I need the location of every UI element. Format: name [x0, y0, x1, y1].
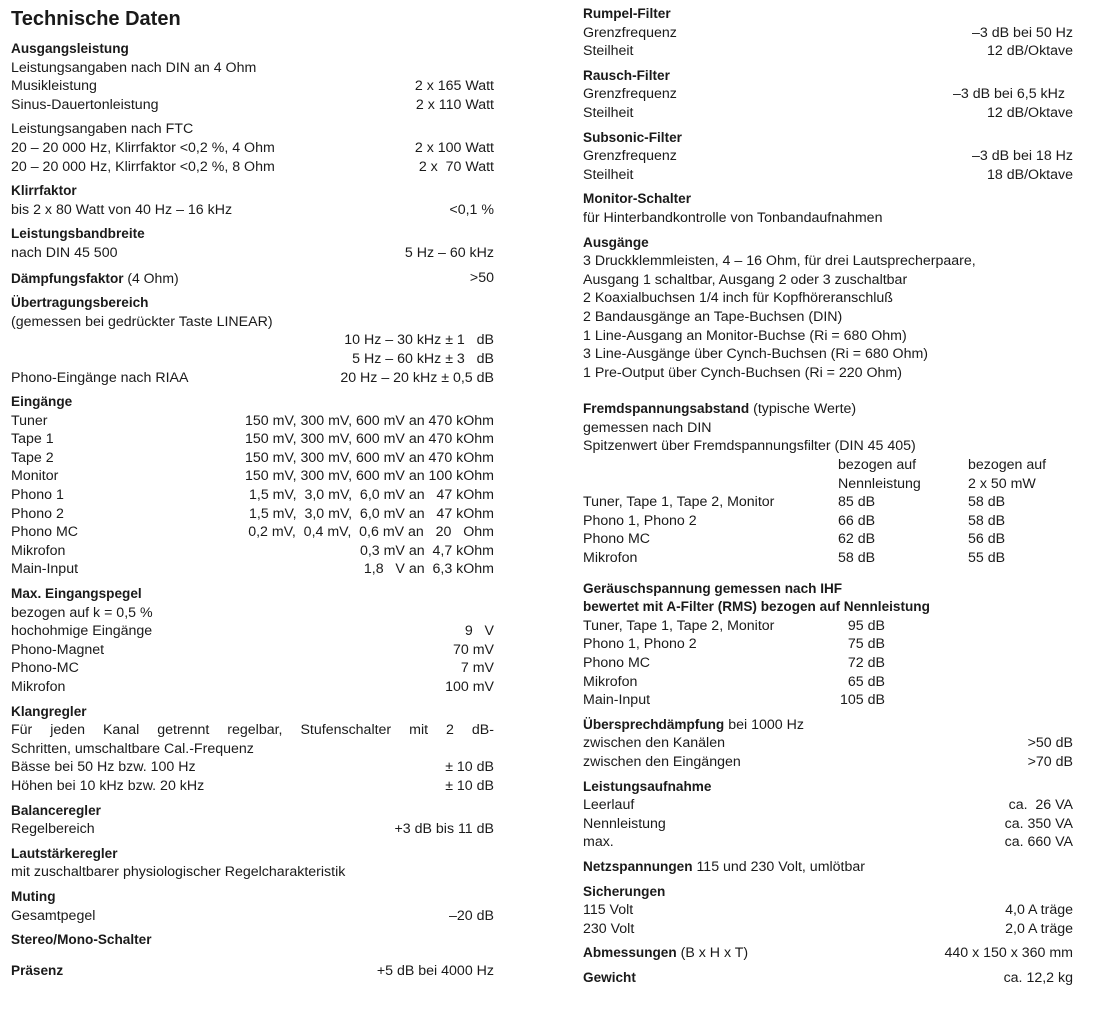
- heading-daempfung: [11, 269, 179, 289]
- spec-row: [583, 920, 1073, 939]
- section-geraeusch: [583, 580, 1073, 710]
- table-cell: 75 dB: [847, 636, 885, 653]
- table-cell: Tuner, Tape 1, Tape 2, Monitor: [583, 494, 775, 511]
- ausgang-line: 3 Druckklemmleisten, 4 – 16 Ohm, für drei Lautsprecherpaare,: [583, 253, 976, 270]
- heading-stereo: Stereo/Mono-Schalter: [11, 932, 152, 948]
- fremd-col1-head: Nennleistung: [838, 475, 921, 492]
- table-cell: Main-Input: [583, 692, 651, 709]
- ausgang-line: 2 Koaxialbuchsen 1/4 inch für Kopfhöreranschluß: [583, 290, 893, 307]
- heading-balance: Balanceregler: [11, 802, 101, 818]
- right-column: [583, 0, 1073, 994]
- left-column: [11, 0, 494, 986]
- klangregler-text-2: Schritten, umschaltbare Cal.-Frequenz: [11, 740, 254, 757]
- heading-uebertragung: Übertragungsbereich: [11, 295, 149, 311]
- heading-muting: Muting: [11, 888, 56, 904]
- table-row: [583, 512, 1073, 531]
- table-cell: Tuner, Tape 1, Tape 2, Monitor: [583, 617, 775, 634]
- fremd-col2-head: bezogen auf: [968, 457, 1047, 474]
- table-cell: 58 dB: [968, 494, 1006, 511]
- spec-value: –3 dB bei 18 Hz: [972, 148, 1073, 165]
- input-name: Tuner: [11, 412, 48, 429]
- spec-label: Bässe bei 50 Hz bzw. 100 Hz: [11, 759, 196, 776]
- spec-row: [11, 201, 494, 220]
- spec-row: [11, 369, 494, 388]
- din-note: Leistungsangaben nach DIN an 4 Ohm: [11, 59, 257, 76]
- heading-leistungsaufnahme: Leistungsaufnahme: [583, 778, 712, 794]
- input-value: 150 mV, 300 mV, 600 mV an 100 kOhm: [245, 468, 494, 485]
- table-cell: 66 dB: [838, 512, 876, 529]
- table-cell: 58 dB: [838, 550, 876, 567]
- input-value: 150 mV, 300 mV, 600 mV an 470 kOhm: [245, 412, 494, 429]
- section-eingaenge: [11, 393, 494, 579]
- spec-value: 5 Hz – 60 kHz ± 3 dB: [352, 350, 494, 367]
- spec-label: 230 Volt: [583, 920, 635, 937]
- heading-rumpel: Rumpel-Filter: [583, 6, 671, 21]
- input-name: Phono MC: [11, 524, 79, 541]
- spec-row: [583, 104, 1073, 123]
- spec-label: nach DIN 45 500: [11, 244, 118, 261]
- section-uebertragung: [11, 294, 494, 387]
- ftc-note: Leistungsangaben nach FTC: [11, 121, 194, 138]
- fremd-header-row-2: [583, 475, 1073, 494]
- spec-label: zwischen den Eingängen: [583, 753, 741, 770]
- abmessungen-note: (B x H x T): [680, 945, 749, 962]
- page-title: Technische Daten: [11, 8, 181, 30]
- table-cell: 65 dB: [847, 673, 885, 690]
- spec-label: Grenzfrequenz: [583, 86, 677, 103]
- input-row: [11, 412, 494, 431]
- input-value: 150 mV, 300 mV, 600 mV an 470 kOhm: [245, 449, 494, 466]
- spec-label: Grenzfrequenz: [583, 148, 677, 165]
- spec-row: [11, 244, 494, 263]
- table-row: [583, 691, 1073, 710]
- spec-label: Phono-Eingänge nach RIAA: [11, 369, 189, 386]
- section-praesenz: [11, 962, 494, 981]
- table-cell: 58 dB: [968, 512, 1006, 529]
- spec-label: Höhen bei 10 kHz bzw. 20 kHz: [11, 777, 205, 794]
- spec-value: 5 Hz – 60 kHz: [404, 244, 494, 261]
- section-ausgaenge: [583, 234, 1073, 383]
- spec-label: Phono-MC: [11, 660, 79, 677]
- heading-lautstaerke: Lautstärkeregler: [11, 845, 118, 861]
- input-name: Tape 2: [11, 449, 54, 466]
- section-eingangspegel: [11, 585, 494, 697]
- spec-row: [11, 77, 494, 96]
- spec-row: [583, 815, 1073, 834]
- table-cell: Phono 1, Phono 2: [583, 512, 697, 529]
- heading-monitor: Monitor-Schalter: [583, 191, 691, 207]
- spec-row: [11, 678, 494, 697]
- input-row: [11, 449, 494, 468]
- table-cell: 95 dB: [847, 617, 885, 634]
- fremd-col2-head: 2 x 50 mW: [968, 475, 1036, 492]
- spec-row: [11, 659, 494, 678]
- table-row: [583, 673, 1073, 692]
- spec-value: 20 Hz – 20 kHz ± 0,5 dB: [340, 369, 494, 386]
- section-muting: [11, 888, 494, 925]
- spec-value: ± 10 dB: [445, 759, 494, 776]
- table-row: [583, 530, 1073, 549]
- netz-row: [583, 858, 1073, 877]
- heading-ausgangsleistung: Ausgangsleistung: [11, 41, 129, 56]
- input-value: 1,5 mV, 3,0 mV, 6,0 mV an 47 kOhm: [249, 487, 494, 504]
- input-value: 150 mV, 300 mV, 600 mV an 470 kOhm: [245, 431, 494, 448]
- spec-value: –3 dB bei 50 Hz: [972, 24, 1073, 41]
- spec-label: 20 – 20 000 Hz, Klirrfaktor <0,2 %, 4 Ohm: [11, 139, 275, 156]
- section-sicherungen: [583, 883, 1073, 939]
- input-value: 0,3 mV an 4,7 kOhm: [359, 542, 494, 559]
- section-monitor: [583, 190, 1073, 227]
- spec-row: [11, 641, 494, 660]
- spec-row: [583, 753, 1073, 772]
- heading-rausch: Rausch-Filter: [583, 67, 670, 83]
- spec-value: 12 dB/Oktave: [987, 104, 1073, 121]
- spec-value: 12 dB/Oktave: [987, 43, 1073, 60]
- table-cell: 56 dB: [968, 531, 1006, 548]
- uebersprech-note: bei 1000 Hz: [728, 716, 804, 733]
- uebertragung-note: (gemessen bei gedrückter Taste LINEAR): [11, 313, 273, 330]
- input-row: [11, 542, 494, 561]
- table-row: [583, 617, 1073, 636]
- ausgang-line: 3 Line-Ausgänge über Cynch-Buchsen (Ri = 680 Ohm): [583, 346, 929, 363]
- table-cell: 85 dB: [838, 494, 876, 511]
- section-netz: [583, 858, 1073, 877]
- spec-row: [583, 944, 1073, 963]
- input-row: [11, 467, 494, 486]
- heading-daempfung-label: Dämpfungsfaktor: [11, 270, 124, 286]
- spec-value: +3 dB bis 11 dB: [394, 821, 494, 838]
- section-rausch: [583, 67, 1073, 123]
- spec-value: >50: [469, 269, 494, 286]
- spec-row: [583, 85, 1073, 104]
- input-row: [11, 505, 494, 524]
- spec-row: [583, 147, 1073, 166]
- heading-leistungsbandbreite: Leistungsbandbreite: [11, 226, 145, 242]
- spec-value: ca. 26 VA: [1008, 797, 1073, 814]
- spec-value: 10 Hz – 30 kHz ± 1 dB: [344, 332, 494, 349]
- spec-row: [11, 758, 494, 777]
- spec-value: 2 x 100 Watt: [414, 139, 494, 156]
- section-daempfung: [11, 269, 494, 289]
- spec-value: 440 x 150 x 360 mm: [944, 945, 1073, 962]
- spec-value: 2 x 110 Watt: [415, 96, 494, 113]
- heading-geraeusch-1: Geräuschspannung gemessen nach IHF: [583, 580, 843, 596]
- fremd-heading-note: (typische Werte): [753, 401, 857, 418]
- spec-label: Sinus-Dauertonleistung: [11, 96, 159, 113]
- section-abmessungen: [583, 944, 1073, 963]
- heading-sicherungen: Sicherungen: [583, 883, 666, 899]
- spec-row: [583, 833, 1073, 852]
- table-cell: 105 dB: [840, 692, 885, 709]
- spec-value: 100 mV: [445, 679, 494, 695]
- spec-row: [11, 907, 494, 926]
- table-row: [583, 654, 1073, 673]
- section-balance: [11, 802, 494, 839]
- section-fremd: [583, 400, 1073, 567]
- spec-value: +5 dB bei 4000 Hz: [376, 962, 494, 979]
- spec-label: Steilheit: [583, 43, 634, 60]
- heading-subsonic: Subsonic-Filter: [583, 129, 682, 145]
- heading-ausgaenge: Ausgänge: [583, 234, 649, 250]
- spec-row: [11, 350, 494, 369]
- netz-text: 115 und 230 Volt, umlötbar: [696, 858, 865, 875]
- spec-label: Mikrofon: [11, 679, 66, 695]
- spec-label: Regelbereich: [11, 821, 95, 838]
- input-row: [11, 523, 494, 542]
- spec-value: >50 dB: [1027, 735, 1073, 752]
- input-value: 1,8 V an 6,3 kOhm: [363, 561, 494, 578]
- section-gewicht: [583, 969, 1073, 988]
- spec-value: 9 V: [464, 623, 494, 640]
- ausgang-line: Ausgang 1 schaltbar, Ausgang 2 oder 3 zuschaltbar: [583, 271, 908, 288]
- section-ausgangsleistung: [11, 40, 494, 176]
- section-subsonic: [583, 129, 1073, 185]
- spec-row: [583, 24, 1073, 43]
- spec-value: ± 10 dB: [445, 777, 494, 794]
- table-cell: Phono 1, Phono 2: [583, 636, 697, 653]
- spec-label: Nennleistung: [583, 815, 666, 832]
- input-name: Monitor: [11, 468, 59, 485]
- heading-netz: Netzspannungen: [583, 858, 693, 874]
- spec-value: 2 x 70 Watt: [418, 158, 494, 175]
- spec-label: Grenzfrequenz: [583, 24, 677, 41]
- spec-value: –20 dB: [449, 907, 494, 924]
- input-value: 0,2 mV, 0,4 mV, 0,6 mV an 20 Ohm: [248, 524, 494, 541]
- section-klangregler: [11, 703, 494, 796]
- heading-praesenz: Präsenz: [11, 962, 64, 978]
- ausgang-line: 2 Bandausgänge an Tape-Buchsen (DIN): [583, 308, 843, 325]
- heading-fremd: Fremdspannungsabstand: [583, 401, 750, 417]
- fremd-line-2: Spitzenwert über Fremdspannungsfilter (DIN 45 405): [583, 438, 916, 455]
- spec-value: 70 mV: [452, 641, 494, 658]
- monitor-text: für Hinterbandkontrolle von Tonbandaufnahmen: [583, 209, 883, 226]
- table-row: [583, 549, 1073, 568]
- spec-row: [11, 96, 494, 115]
- spec-label: Steilheit: [583, 166, 634, 183]
- heading-gewicht: Gewicht: [583, 969, 636, 985]
- input-value: 1,5 mV, 3,0 mV, 6,0 mV an 47 kOhm: [249, 505, 494, 522]
- spec-label: 20 – 20 000 Hz, Klirrfaktor <0,2 %, 8 Ohm: [11, 158, 275, 175]
- lautstaerke-text: mit zuschaltbarer physiologischer Regelcharakteristik: [11, 864, 346, 881]
- table-cell: Phono MC: [583, 531, 651, 548]
- section-leistungsaufnahme: [583, 778, 1073, 852]
- heading-eingaenge: Eingänge: [11, 394, 73, 410]
- heading-klangregler: Klangregler: [11, 703, 87, 719]
- input-name: Main-Input: [11, 561, 79, 578]
- input-row: [11, 560, 494, 579]
- spec-label: Leerlauf: [583, 797, 635, 814]
- spec-value: ca. 12,2 kg: [1003, 969, 1073, 986]
- spec-row: [583, 42, 1073, 61]
- table-cell: Mikrofon: [583, 673, 638, 690]
- spec-row: [583, 901, 1073, 920]
- heading-abmessungen: Abmessungen: [583, 945, 677, 961]
- table-row: [583, 493, 1073, 512]
- heading-fremd-row: [583, 400, 1073, 419]
- spec-label: bis 2 x 80 Watt von 40 Hz – 16 kHz: [11, 201, 233, 218]
- spec-label: max.: [583, 834, 614, 851]
- klangregler-text-1: Für jeden Kanal getrennt regelbar, Stufenschalter mit 2 dB-: [11, 722, 494, 739]
- table-cell: 55 dB: [968, 550, 1006, 567]
- heading-uebersprech: Übersprechdämpfung: [583, 716, 725, 732]
- spec-label: Musikleistung: [11, 78, 97, 95]
- spec-label: Phono-Magnet: [11, 641, 105, 658]
- spec-label: hochohmige Eingänge: [11, 623, 153, 640]
- spec-label: Gesamtpegel: [11, 907, 96, 924]
- heading-daempfung-note: (4 Ohm): [127, 269, 179, 286]
- fremd-line-1: gemessen nach DIN: [583, 419, 712, 436]
- heading-geraeusch-2: bewertet mit A-Filter (RMS) bezogen auf Nennleistung: [583, 599, 930, 615]
- spec-row: [11, 331, 494, 350]
- heading-uebersprech-row: [583, 716, 1073, 735]
- spec-value: 18 dB/Oktave: [987, 166, 1073, 183]
- fremd-header-row-1: [583, 456, 1073, 475]
- section-uebersprech: [583, 716, 1073, 772]
- spec-value: 2 x 165 Watt: [414, 78, 494, 95]
- input-name: Tape 1: [11, 431, 54, 448]
- spec-row: [11, 139, 494, 158]
- table-cell: Phono MC: [583, 655, 651, 671]
- spec-value: ca. 350 VA: [1004, 815, 1073, 832]
- heading-eingangspegel: Max. Eingangspegel: [11, 586, 142, 602]
- spec-row: [583, 969, 1073, 988]
- spec-row: [11, 777, 494, 796]
- ausgang-line: 1 Line-Ausgang an Monitor-Buchse (Ri = 680 Ohm): [583, 327, 907, 344]
- spec-value: 4,0 A träge: [1005, 902, 1073, 919]
- ausgang-line: 1 Pre-Output über Cynch-Buchsen (Ri = 220 Ohm): [583, 364, 902, 381]
- input-name: Phono 2: [11, 505, 64, 522]
- table-cell: Mikrofon: [583, 550, 638, 567]
- spec-label: 115 Volt: [583, 902, 634, 919]
- spec-row: [583, 734, 1073, 753]
- section-lautstaerke: [11, 845, 494, 882]
- input-name: Mikrofon: [11, 542, 66, 559]
- input-row: [11, 430, 494, 449]
- spec-value: 2,0 A träge: [1005, 920, 1073, 937]
- spec-row: [11, 622, 494, 641]
- spec-row: [583, 796, 1073, 815]
- table-cell: 72 dB: [847, 655, 885, 671]
- input-name: Phono 1: [11, 487, 64, 504]
- spec-label: Steilheit: [583, 104, 634, 121]
- spec-row: [583, 166, 1073, 185]
- spec-row: [11, 962, 494, 981]
- spec-value: >70 dB: [1027, 753, 1073, 770]
- fremd-col1-head: bezogen auf: [838, 457, 917, 474]
- spec-row: [11, 269, 494, 289]
- eingangspegel-note: bezogen auf k = 0,5 %: [11, 604, 153, 621]
- abmessungen-label: [583, 944, 748, 963]
- spec-label: zwischen den Kanälen: [583, 735, 725, 752]
- section-leistungsbandbreite: [11, 225, 494, 262]
- spec-value: 7 mV: [460, 660, 494, 677]
- heading-klirrfaktor: Klirrfaktor: [11, 183, 77, 199]
- spec-row: [11, 158, 494, 177]
- table-row: [583, 635, 1073, 654]
- input-row: [11, 486, 494, 505]
- section-klirrfaktor: [11, 182, 494, 219]
- table-cell: 62 dB: [838, 531, 876, 548]
- section-rumpel: [583, 5, 1073, 61]
- section-stereo: [11, 931, 494, 950]
- spec-value: –3 dB bei 6,5 kHz: [953, 86, 1065, 103]
- spec-value: ca. 660 VA: [1004, 834, 1073, 851]
- spec-row: [11, 820, 494, 839]
- spec-value: <0,1 %: [449, 201, 494, 218]
